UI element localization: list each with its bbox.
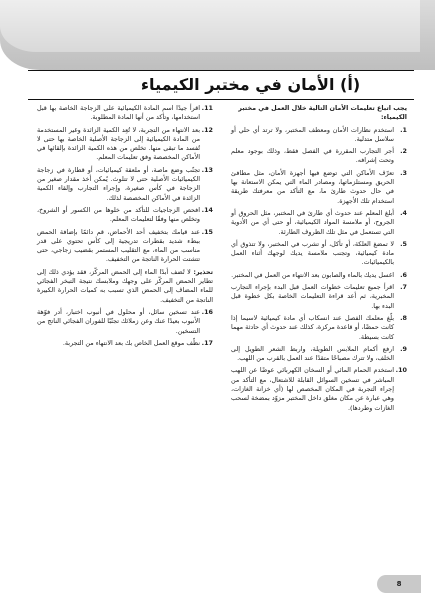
item-text: لا تمضغ العلكة، أو تأكل، أو تشرب في المختبر، ولا تتذوق أي مادة كيميائية، وتجنب ملامسة يديك لوجهك أثناء العمل بالكيميائيات.: [231, 239, 394, 267]
item-number: 15.: [201, 227, 213, 236]
item-number: 7.: [400, 283, 407, 292]
item-number: 11.: [201, 104, 213, 112]
item-text: بلّغ معلمك الفصل عند انسكاب أي مادة كيميائية لاسيما إذا كانت حمضًا، أو قاعدة مركزة، كذلك عند حدوث أي حادثة مهما كانت بسيطة.: [231, 313, 394, 341]
item-number: 9.: [400, 344, 407, 353]
item-number: 16.: [201, 307, 213, 316]
item-text: استخدم نظارات الأمان ومعطف المختبر، ولا ترتد أي حلي أو سلاسل متدلية.: [231, 125, 394, 143]
item-text: تجنّب وضع ماصة، أو ملعقة كيميائيات، أو قطارة في زجاجة الكيميائيات الأصلية حتى لا تتلوث. يُمكن أخذ مقدار صغير من الزجاجة في كأس صغيرة، وإجراء التجارب وإلقاء الكمية الزائدة في الأماكن المخصصة لذلك.: [37, 165, 200, 202]
safety-list-right: [231, 126, 407, 413]
list-item: [231, 147, 407, 166]
list-item: [231, 169, 407, 206]
list-item: [37, 206, 213, 225]
item-text: استخدم الحمام المائي أو السخان الكهربائي عوضًا عن اللهب المباشر في تسخين السوائل القابلة للاشتعال، مع التأكد من إجراء التجربة في المكان المخصص لها (أي خزانة الغازات، وهي عبارة عن مكان مغلق داخل المختبر مزوّد بمضخة لسحب الغازات وطردها).: [231, 366, 394, 412]
item-number: 17.: [201, 338, 213, 347]
list-item: [37, 166, 213, 203]
item-text: اقرأ جيدًا اسم المادة الكيميائية على الزجاجة الخاصة بها قبل استخدامها، وتأكد من أنها المادة المطلوبة.: [37, 104, 200, 122]
title-rule-bottom: [28, 99, 414, 100]
safety-list-left: [37, 104, 213, 265]
item-number: 6.: [400, 270, 407, 279]
list-item: [231, 126, 407, 145]
list-item: [231, 240, 407, 268]
item-text: اغسل يديك بالماء والصابون بعد الانتهاء من العمل في المختبر.: [231, 270, 394, 279]
list-item: [231, 345, 407, 364]
item-number: 13.: [201, 165, 213, 174]
list-item: [231, 209, 407, 237]
list-item: [231, 271, 407, 280]
item-number: 14.: [201, 205, 213, 214]
list-item: [37, 104, 213, 123]
item-number: 12.: [201, 125, 213, 134]
list-item: [231, 314, 407, 342]
list-item: [231, 283, 407, 311]
item-text: اقرأ جميع تعليمات خطوات العمل قبل البدء بإجراء التجارب المخبرية، ثم أعد قراءة التعليمات الخاصة بكل خطوة قبل البدء بها.: [231, 283, 394, 310]
item-text: أجر التجارب المقررة في الفصل فقط، وذلك بوجود معلم وتحت إشرافه.: [231, 147, 394, 165]
item-text: تعرّف الأماكن التي توضع فيها أجهزة الأمان، مثل مطافئ الحريق ومستلزماتها، ومصادر الماء التي يمكن الاستعانة بها في حال حدوث طارئ ما، مع التأكد من معرفتك طريقة استخدام تلك الأجهزة.: [231, 168, 394, 205]
item-text: نظّف موقع العمل الخاص بك بعد الانتهاء من التجربة.: [62, 338, 200, 347]
item-number: 2.: [400, 147, 407, 156]
item-number: 4.: [400, 208, 407, 217]
item-text: عند تسخين سائل، أو محلول في أنبوب اختبار، أدر فوّهة الأنبوب بعيدًا عنك وعن زملائك تجنّبًا للفوران الفجائي الناتج من التسخين.: [37, 307, 200, 335]
list-item: [37, 308, 213, 336]
item-number: 1.: [400, 125, 407, 134]
page-title: (أ) الأمان في مختبر الكيمياء: [140, 74, 361, 94]
left-column: [37, 104, 213, 351]
safety-list-left-continued: [37, 308, 213, 348]
right-column: [231, 104, 407, 416]
item-number: 3.: [400, 168, 407, 177]
title-area: [80, 71, 421, 97]
item-text: أبلغ المعلم عند حدوث أي طارئ في المختبر، مثل الحروق أو الجروح، أو ملامسة المواد الكيميائية، أو حتى أي من الأدوية التي تستعمل في مثل تلك الظروف الطارئة.: [231, 208, 394, 236]
item-text: عند قيامك بتخفيف أحد الأحماض، قم دائمًا بإضافة الحمض ببطء شديد بقطرات تدريجية إلى كأس تحتوي على قدر مناسب من الماء، مع التقليب المستمر بقضيب زجاجي، حتى تتشتت الحرارة الناتجة من التخفيف.: [37, 227, 200, 264]
list-item: [37, 339, 213, 348]
item-text: افحص الزجاجيات للتأكد من خلوها من الكسور أو الشروخ، وتخلص منها وفقًا لتعليمات المعلم.: [37, 205, 200, 224]
item-number: 10.: [395, 366, 407, 375]
item-text: ارفع أكمام الملابس الطويلة، واربط الشعر الطويل إلى الخلف، ولا تترك مصباحًا متقدًا عند العمل بالقرب من اللهب.: [231, 344, 394, 363]
list-item: [37, 228, 213, 265]
list-item: [37, 126, 213, 163]
item-number: 5.: [400, 239, 407, 248]
item-number: 8.: [400, 313, 407, 322]
item-text: بعد الانتهاء من التجربة، لا تُعِد الكمية الزائدة وغير المستخدمة من المادة الكيميائية إلى الزجاجة الأصلية الخاصة بها حتى لا تُفسد ما تبقى منها. تخلص من هذه الكمية الزائدة بإلقائها في الأماكن المخصصة وفق تعليمات المعلم.: [37, 125, 200, 162]
header-band: [0, 0, 435, 70]
header-band-inner: [0, 0, 420, 52]
warning-label: تحذير:: [193, 267, 213, 276]
list-item: [231, 366, 407, 412]
intro-text: يجب اتباع تعليمات الأمان التالية خلال العمل في مختبر الكيمياء:: [238, 104, 407, 122]
warning-text: لا تُضف أبدًا الماء إلى الحمض المركّز، فقد يؤدي ذلك إلى تطاير الحمض المركّز على وجهك وملابسك نتيجة التبخر الفجائي للماء المضاف إلى الحمض الذي تسبب به كميات الحرارة الكبيرة الناتجة من التخفيف.: [37, 267, 213, 304]
warning-note: [37, 268, 213, 305]
page-number: 8: [377, 575, 421, 593]
